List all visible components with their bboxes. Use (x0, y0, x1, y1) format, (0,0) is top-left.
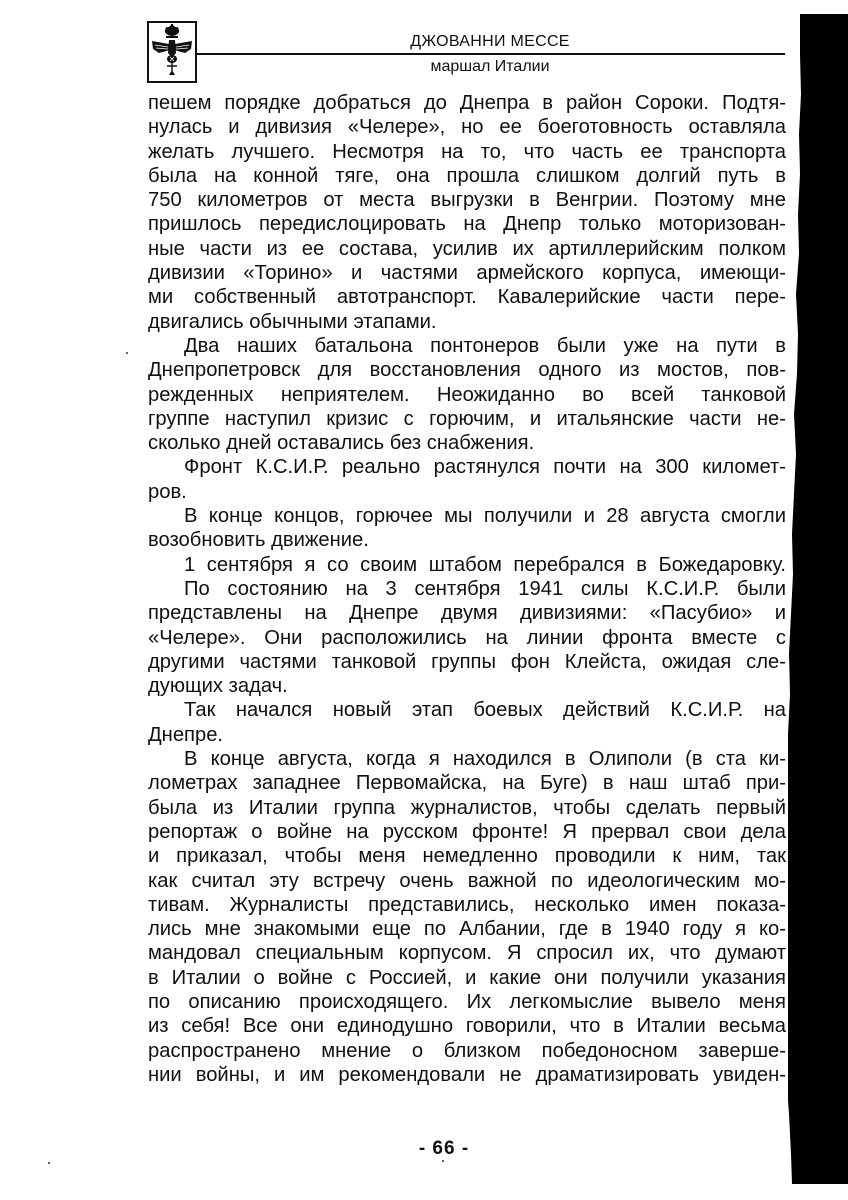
text-line: представлены на Днепре двумя дивизиями: «Пасубио» и (148, 602, 786, 625)
text-line: двигались обычными этапами. (148, 310, 437, 333)
text-line: лометрах западнее Первомайска, на Буге) в наш штаб при- (148, 772, 786, 795)
text-line: Два наших батальона понтонеров были уже на пути в (184, 334, 786, 357)
text-line: В конце августа, когда я находился в Олиполи (в ста ки- (184, 748, 786, 771)
text-line: и приказал, чтобы меня немедленно проводили к ним, так (148, 845, 786, 868)
running-header-subtitle: маршал Италии (430, 58, 550, 75)
text-line: пришлось передислоцировать на Днепр только моторизован- (148, 213, 786, 236)
page-number: - 66 - (418, 1138, 470, 1159)
text-line: распространено мнение о близком победоносном заверше- (148, 1039, 786, 1062)
text-line: В конце концов, горючее мы получили и 28 августа смогли (184, 505, 786, 528)
text-line: была из Италии группа журналистов, чтобы сделать первый (148, 796, 786, 819)
text-line: режденных неприятелем. Неожиданно во всей танковой (148, 383, 786, 406)
running-header-author: ДЖОВАННИ МЕССЕ (410, 33, 570, 50)
text-line: нулась и дивизия «Челере», но ее боеготовность оставляла (148, 116, 786, 139)
text-line: «Челере». Они расположились на линии фронта вместе с (148, 626, 786, 649)
scan-speck (48, 1162, 50, 1164)
scan-edge-shadow (788, 14, 848, 1184)
text-line: группе наступил кризис с горючим, и итальянские части не- (148, 407, 786, 430)
text-line: по описанию происходящего. Их легкомыслие вывело меня (148, 990, 786, 1013)
text-line: сколько дней оставались без снабжения. (148, 432, 535, 455)
body-text (148, 91, 786, 1087)
text-line: как считал эту встречу очень важной по идеологическим мо- (148, 869, 786, 892)
crowned-eagle-emblem-icon (147, 21, 197, 83)
text-line: ные части из ее состава, усилив их артиллерийским полком (148, 237, 786, 260)
text-line: была на конной тяге, она прошла слишком долгий путь в (148, 164, 786, 187)
text-line: 750 километров от места выгрузки в Венгрии. Поэтому мне (148, 189, 786, 212)
scan-speck (442, 1160, 444, 1162)
text-line: Днепре. (148, 723, 224, 746)
text-line: дивизии «Торино» и частями армейского корпуса, имеющи- (148, 262, 786, 285)
text-line: нии войны, и им рекомендовали не драматизировать увиден- (148, 1063, 786, 1086)
text-line: в Италии о войне с Россией, и какие они получили указания (148, 966, 786, 989)
text-line: мандовал специальным корпусом. Я спросил их, что думают (148, 942, 786, 965)
header-rule (197, 53, 785, 55)
text-line: лись мне знакомыми еще по Албании, где в 1940 году я ко- (148, 918, 786, 941)
text-line: желать лучшего. Несмотря на то, что часть ее транспорта (148, 140, 786, 163)
text-line: Днепропетровск для восстановления одного из мостов, пов- (148, 359, 786, 382)
text-line: дующих задач. (148, 675, 288, 698)
text-line: По состоянию на 3 сентября 1941 силы К.С.И.Р. были (184, 577, 786, 600)
text-line: возобновить движение. (148, 529, 369, 552)
text-line: Фронт К.С.И.Р. реально растянулся почти на 300 километ- (184, 456, 786, 479)
text-line: пешем порядке добраться до Днепра в район Сороки. Подтя- (148, 92, 786, 114)
text-line: ров. (148, 480, 187, 503)
scan-speck (126, 352, 128, 354)
text-line: репортаж о войне на русском фронте! Я прервал свои дела (148, 820, 786, 843)
text-line: другими частями танковой группы фон Клейста, ожидая сле- (148, 650, 786, 673)
text-line: Так начался новый этап боевых действий К.С.И.Р. на (184, 699, 786, 722)
text-line: ми собственный автотранспорт. Кавалерийские части пере- (148, 286, 786, 309)
text-line: тивам. Журналисты представились, несколько имен показа- (148, 893, 786, 916)
text-line: 1 сентября я со своим штабом перебрался в Божедаровку. (184, 553, 786, 576)
text-line: из себя! Все они единодушно говорили, что в Италии весьма (148, 1015, 786, 1038)
